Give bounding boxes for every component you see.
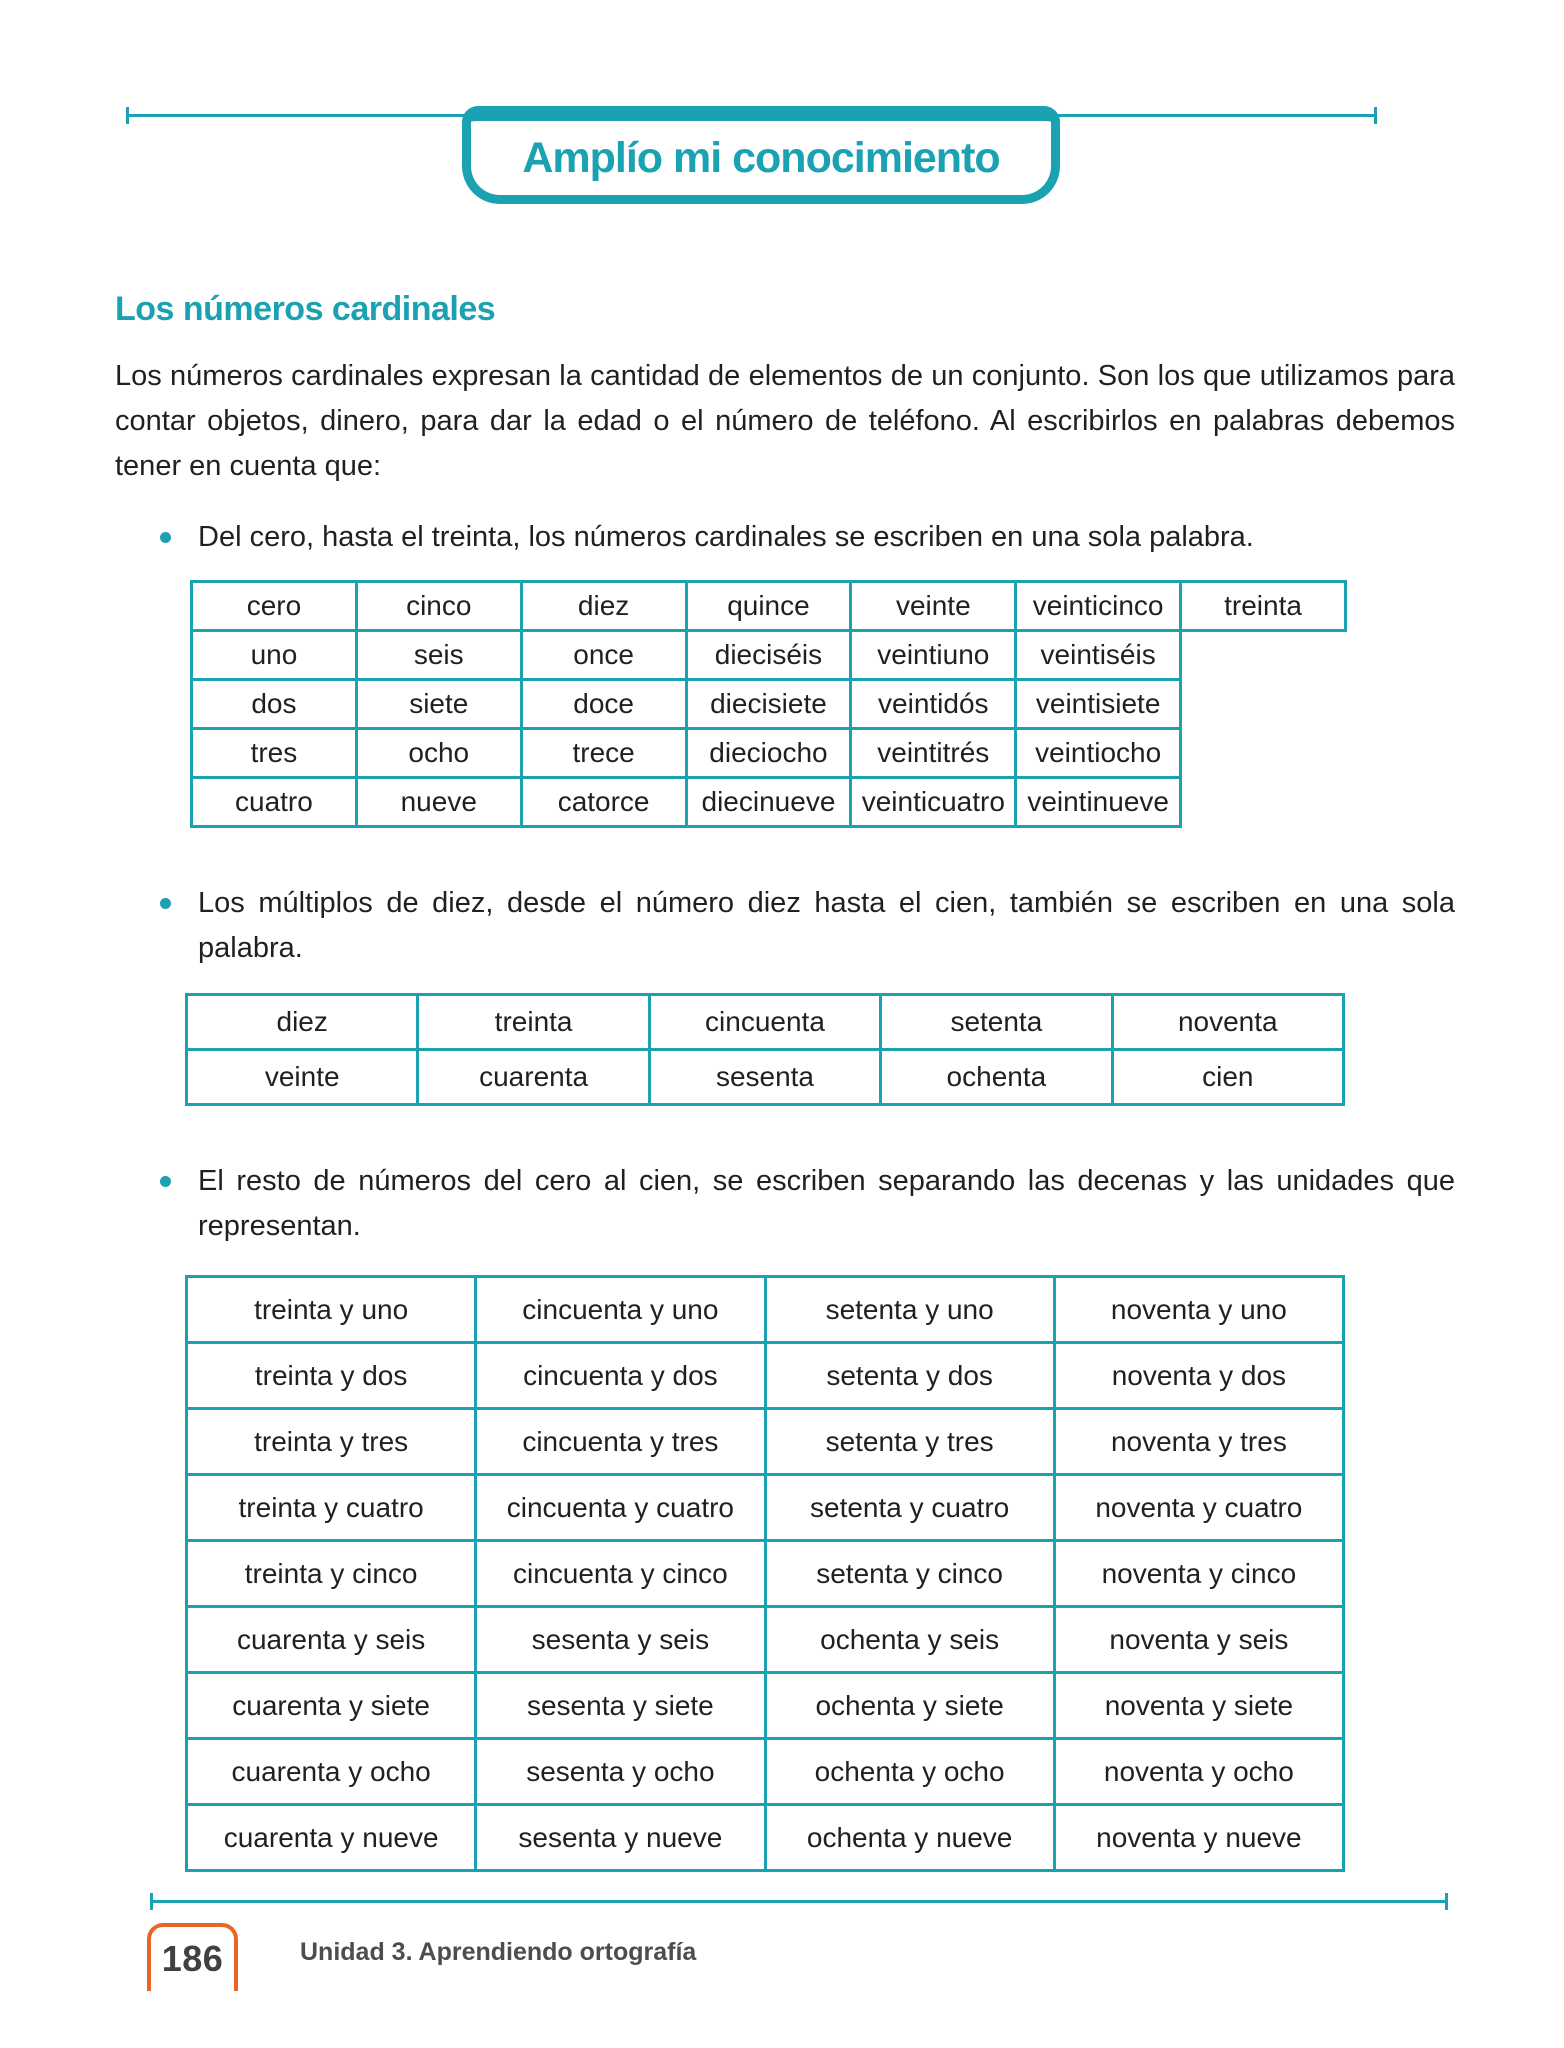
table-row	[187, 995, 1344, 1050]
table-cell: cincuenta y uno	[476, 1277, 765, 1343]
table-row	[187, 1541, 1344, 1607]
table-cell: veinticinco	[1016, 582, 1181, 631]
table-cell: treinta	[1181, 582, 1346, 631]
table-cell: cuarenta y siete	[187, 1673, 476, 1739]
table-cell: veintitrés	[851, 729, 1016, 778]
table-cell: veinte	[187, 1050, 418, 1105]
table-cell: dieciocho	[686, 729, 851, 778]
single-word-numbers-table	[190, 580, 1347, 828]
table-row	[192, 729, 1346, 778]
section-title: Los números cardinales	[115, 290, 496, 328]
table-cell: ochenta y seis	[765, 1607, 1054, 1673]
bullet-dot-icon	[160, 532, 171, 543]
table-row	[192, 680, 1346, 729]
table-cell: veintisiete	[1016, 680, 1181, 729]
table-cell: ochenta y siete	[765, 1673, 1054, 1739]
table-row	[192, 631, 1346, 680]
table-cell: noventa y tres	[1054, 1409, 1343, 1475]
table-cell: catorce	[521, 778, 686, 827]
page-number-box	[147, 1923, 238, 1991]
table-cell: sesenta y siete	[476, 1673, 765, 1739]
table-cell: trece	[521, 729, 686, 778]
intro-paragraph: Los números cardinales expresan la cantidad de elementos de un conjunto. Son los que utilizamos para contar objetos, dinero, para dar la edad o el número de teléfono. Al escribirlos en palabras debemos tener en cuenta que:	[115, 360, 1455, 482]
table-cell: treinta	[418, 995, 649, 1050]
bullet-dot-icon	[160, 898, 171, 909]
table-cell: noventa y cinco	[1054, 1541, 1343, 1607]
table-cell: cuarenta	[418, 1050, 649, 1105]
table-row	[187, 1343, 1344, 1409]
main-content	[115, 0, 1455, 1872]
table-cell: siete	[356, 680, 521, 729]
table-cell: tres	[192, 729, 357, 778]
table-cell: setenta y tres	[765, 1409, 1054, 1475]
table-cell: setenta	[881, 995, 1112, 1050]
table-row	[187, 1739, 1344, 1805]
table-cell: setenta y cuatro	[765, 1475, 1054, 1541]
table-cell: setenta y dos	[765, 1343, 1054, 1409]
compound-numbers-table	[185, 1275, 1345, 1872]
unit-footer-label: Unidad 3. Aprendiendo ortografía	[300, 1938, 697, 1966]
table-row	[187, 1277, 1344, 1343]
table-row	[187, 1050, 1344, 1105]
table-cell: ochenta y nueve	[765, 1805, 1054, 1871]
table-cell: sesenta y seis	[476, 1607, 765, 1673]
table-cell: seis	[356, 631, 521, 680]
table-row	[192, 778, 1346, 827]
table-cell: cuarenta y seis	[187, 1607, 476, 1673]
table-cell: setenta y uno	[765, 1277, 1054, 1343]
table-cell: noventa	[1112, 995, 1343, 1050]
section-badge	[462, 106, 1060, 204]
table-cell: noventa y uno	[1054, 1277, 1343, 1343]
table-cell: treinta y cinco	[187, 1541, 476, 1607]
bullet-item-tens	[115, 881, 1455, 971]
table-cell: cinco	[356, 582, 521, 631]
table-cell: veintiocho	[1016, 729, 1181, 778]
table-row	[187, 1475, 1344, 1541]
table-row	[187, 1607, 1344, 1673]
table-cell: diecinueve	[686, 778, 851, 827]
table-cell: diez	[521, 582, 686, 631]
table-cell: noventa y siete	[1054, 1673, 1343, 1739]
table-cell: ochenta	[881, 1050, 1112, 1105]
table-cell: cincuenta y dos	[476, 1343, 765, 1409]
table-cell: dieciséis	[686, 631, 851, 680]
table-cell: veinte	[851, 582, 1016, 631]
table-cell: veintiuno	[851, 631, 1016, 680]
table-cell: cuarenta y ocho	[187, 1739, 476, 1805]
table-cell: treinta y tres	[187, 1409, 476, 1475]
table-cell: treinta y cuatro	[187, 1475, 476, 1541]
bullet-text: El resto de números del cero al cien, se escriben separando las decenas y las unidades que representan.	[198, 1165, 1455, 1242]
table-cell: noventa y cuatro	[1054, 1475, 1343, 1541]
table-cell: sesenta y nueve	[476, 1805, 765, 1871]
table-cell: cero	[192, 582, 357, 631]
table-cell: noventa y ocho	[1054, 1739, 1343, 1805]
table-cell: doce	[521, 680, 686, 729]
table-row	[187, 1805, 1344, 1871]
table-cell: veintidós	[851, 680, 1016, 729]
table-cell: cincuenta y cinco	[476, 1541, 765, 1607]
table-cell: diez	[187, 995, 418, 1050]
table-cell: cincuenta	[649, 995, 880, 1050]
bullet-dot-icon	[160, 1176, 171, 1187]
bullet-text: Del cero, hasta el treinta, los números cardinales se escriben en una sola palabra.	[198, 521, 1254, 553]
table-cell: veintiséis	[1016, 631, 1181, 680]
table-cell: dos	[192, 680, 357, 729]
badge-title: Amplío mi conocimiento	[522, 133, 1000, 182]
table-cell: nueve	[356, 778, 521, 827]
table-cell: setenta y cinco	[765, 1541, 1054, 1607]
bullet-text: Los múltiplos de diez, desde el número diez hasta el cien, también se escriben en una sola palabra.	[198, 887, 1455, 964]
table-cell: cuarenta y nueve	[187, 1805, 476, 1871]
table-cell: sesenta y ocho	[476, 1739, 765, 1805]
table-cell: treinta y dos	[187, 1343, 476, 1409]
table-row	[187, 1409, 1344, 1475]
table-cell: sesenta	[649, 1050, 880, 1105]
table-cell: diecisiete	[686, 680, 851, 729]
table-row	[192, 582, 1346, 631]
table-cell: veinticuatro	[851, 778, 1016, 827]
bullet-item-single-word	[115, 515, 1455, 560]
table-cell: quince	[686, 582, 851, 631]
table-cell: cien	[1112, 1050, 1343, 1105]
bottom-decorative-rule	[150, 1900, 1448, 1903]
table-cell: treinta y uno	[187, 1277, 476, 1343]
table-cell: noventa y seis	[1054, 1607, 1343, 1673]
table-cell: cincuenta y cuatro	[476, 1475, 765, 1541]
tens-numbers-table	[185, 993, 1345, 1106]
table-cell: noventa y nueve	[1054, 1805, 1343, 1871]
table-cell: once	[521, 631, 686, 680]
table-row	[187, 1673, 1344, 1739]
table-cell: ochenta y ocho	[765, 1739, 1054, 1805]
page-number: 186	[161, 1938, 224, 1979]
table-cell: veintinueve	[1016, 778, 1181, 827]
table-cell: uno	[192, 631, 357, 680]
table-cell: cincuenta y tres	[476, 1409, 765, 1475]
table-cell: cuatro	[192, 778, 357, 827]
bullet-item-compound	[115, 1159, 1455, 1249]
table-cell: noventa y dos	[1054, 1343, 1343, 1409]
table-cell: ocho	[356, 729, 521, 778]
